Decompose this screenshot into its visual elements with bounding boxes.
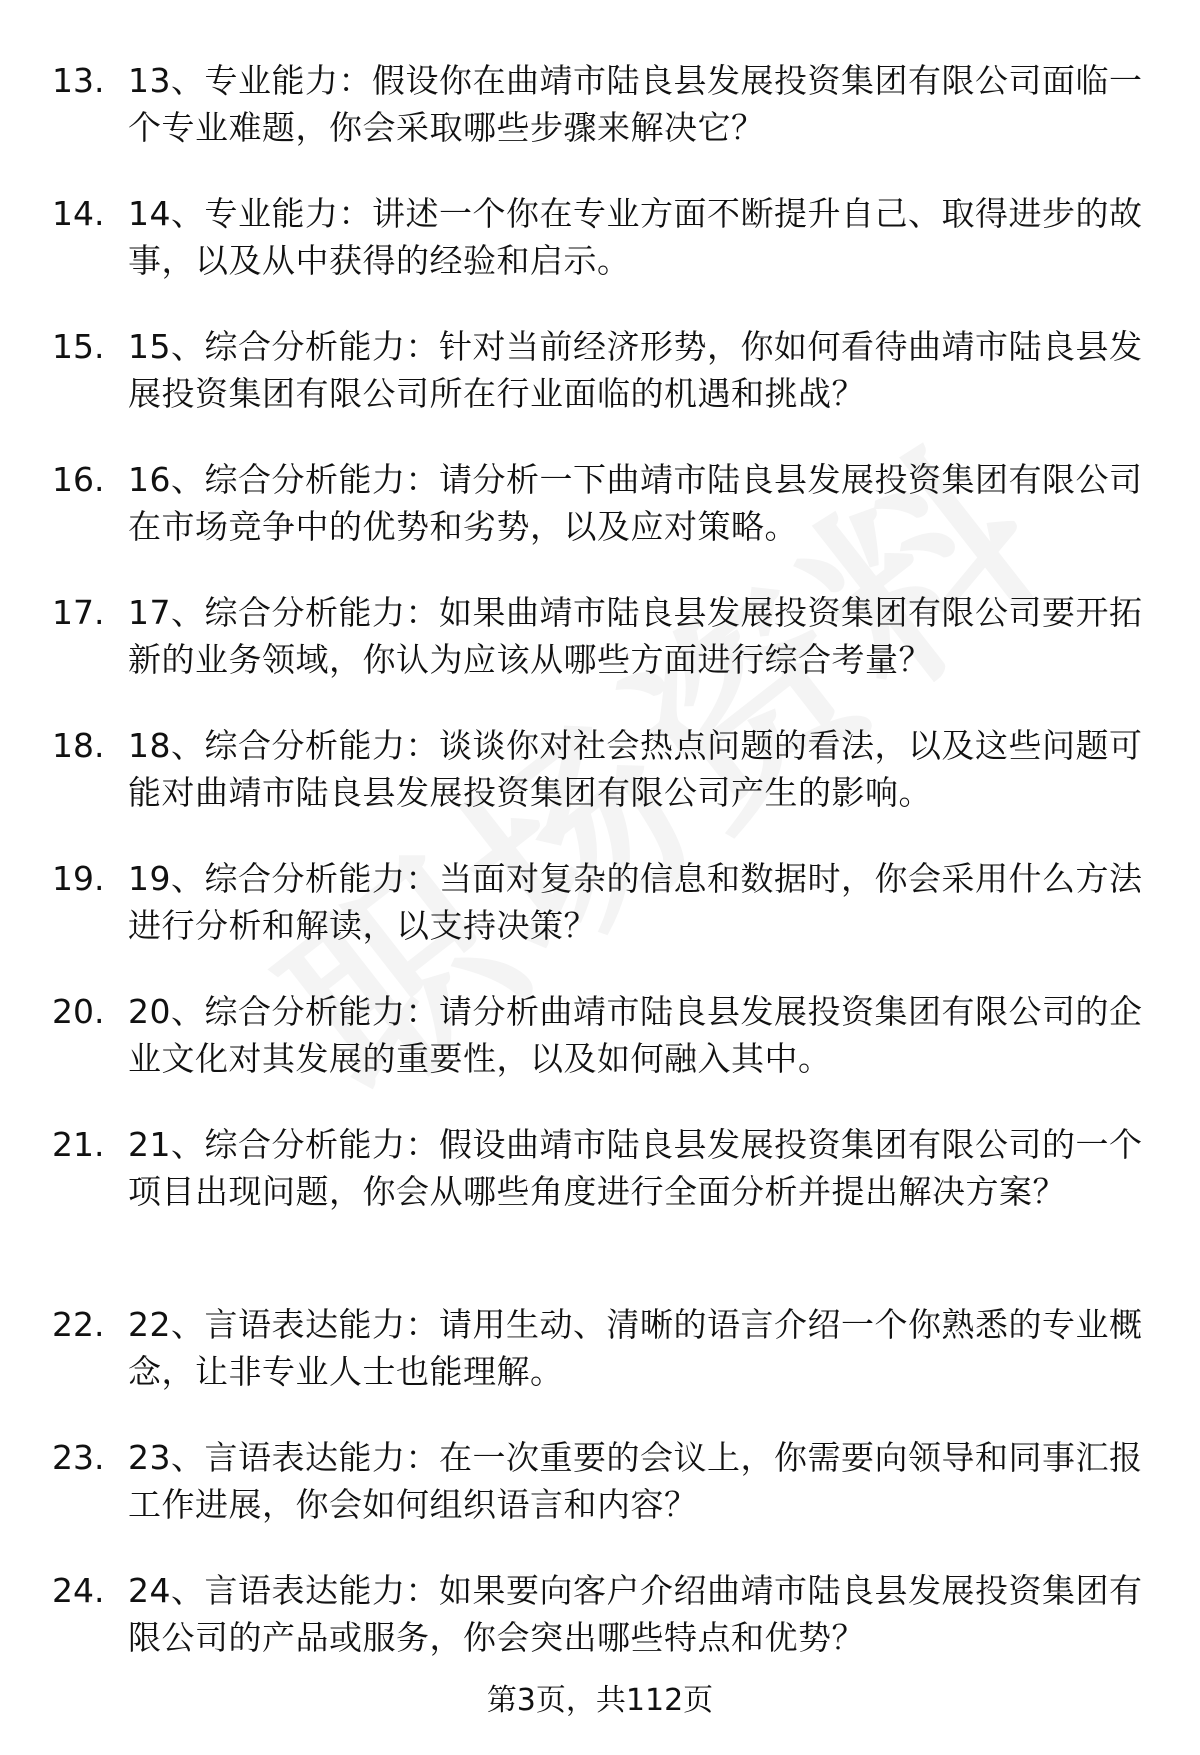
item-number: 24. [52,1571,105,1610]
page-footer: 第3页，共112页 [486,1683,714,1718]
list-item [0,1302,1200,1395]
item-text: 19、综合分析能力：当面对复杂的信息和数据时，你会采用什么方法进行分析和解读，以支持决策？ [128,859,1143,945]
item-number: 16. [52,460,105,499]
list-item [0,1568,1200,1661]
item-number: 13. [52,61,105,100]
item-text: 13、专业能力：假设你在曲靖市陆良县发展投资集团有限公司面临一个专业难题，你会采取哪些步骤来解决它？ [128,61,1143,147]
item-number: 21. [52,1125,105,1164]
item-number: 20. [52,992,105,1031]
item-number: 18. [52,726,105,765]
list-item [0,58,1200,151]
list-item [0,856,1200,949]
item-number: 23. [52,1438,105,1477]
list-item [0,324,1200,417]
item-number: 15. [52,327,105,366]
item-text: 15、综合分析能力：针对当前经济形势，你如何看待曲靖市陆良县发展投资集团有限公司所在行业面临的机遇和挑战？ [128,327,1143,413]
list-item [0,989,1200,1082]
item-text: 16、综合分析能力：请分析一下曲靖市陆良县发展投资集团有限公司在市场竞争中的优势和劣势，以及应对策略。 [128,460,1143,546]
question-list [0,58,1200,1701]
item-number: 19. [52,859,105,898]
list-item [0,191,1200,284]
item-number: 14. [52,194,105,233]
list-item [0,590,1200,683]
list-item [0,1122,1200,1262]
item-text: 17、综合分析能力：如果曲靖市陆良县发展投资集团有限公司要开拓新的业务领域，你认为应该从哪些方面进行综合考量？ [128,593,1143,679]
item-text: 14、专业能力：讲述一个你在专业方面不断提升自己、取得进步的故事，以及从中获得的经验和启示。 [128,194,1143,280]
list-item [0,457,1200,550]
item-number: 17. [52,593,105,632]
item-text: 20、综合分析能力：请分析曲靖市陆良县发展投资集团有限公司的企业文化对其发展的重要性，以及如何融入其中。 [128,992,1143,1078]
item-text: 21、综合分析能力：假设曲靖市陆良县发展投资集团有限公司的一个项目出现问题，你会从哪些角度进行全面分析并提出解决方案？ [128,1125,1143,1211]
list-item [0,1435,1200,1528]
item-text: 23、言语表达能力：在一次重要的会议上，你需要向领导和同事汇报工作进展，你会如何组织语言和内容？ [128,1438,1143,1524]
list-item [0,723,1200,816]
item-number: 22. [52,1305,105,1344]
item-text: 18、综合分析能力：谈谈你对社会热点问题的看法，以及这些问题可能对曲靖市陆良县发展投资集团有限公司产生的影响。 [128,726,1143,812]
item-text: 24、言语表达能力：如果要向客户介绍曲靖市陆良县发展投资集团有限公司的产品或服务，你会突出哪些特点和优势？ [128,1571,1143,1657]
item-text: 22、言语表达能力：请用生动、清晰的语言介绍一个你熟悉的专业概念，让非专业人士也能理解。 [128,1305,1143,1391]
